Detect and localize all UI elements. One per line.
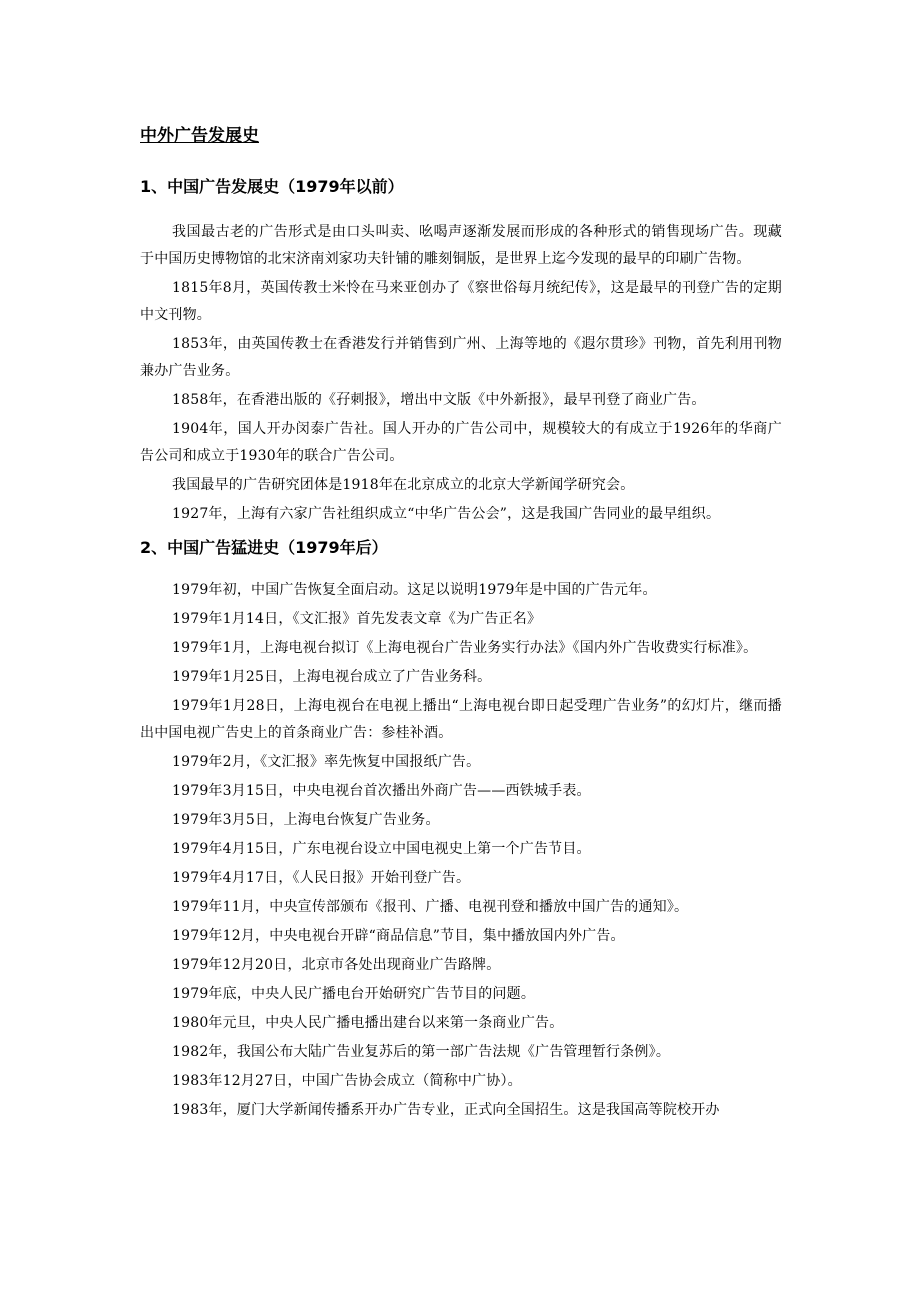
paragraph: 1979年11月，中央宣传部颁布《报刊、广播、电视刊登和播放中国广告的通知》。 [172,899,689,915]
paragraph: 1979年12月20日，北京市各处出现商业广告路牌。 [172,957,501,973]
paragraph: 1983年，厦门大学新闻传播系开办广告专业，正式向全国招生。这是我国高等院校开办 [172,1102,720,1118]
section-heading-2: 2、中国广告猛进史（1979年后） [140,538,388,557]
paragraph: 1979年1月14日，《文汇报》首先发表文章《为广告正名》 [172,611,542,627]
paragraph: 1979年3月15日，中央电视台首次播出外商广告——西铁城手表。 [172,783,591,799]
paragraph: 1979年1月28日，上海电视台在电视上播出“上海电视台即日起受理广告业务”的幻灯片，继而播出中国电视广告史上的首条商业广告：参桂补酒。 [140,698,782,741]
paragraph: 1858年，在香港出版的《孖刺报》，增出中文版《中外新报》，最早刊登了商业广告。 [172,392,706,408]
paragraph: 1979年4月17日，《人民日报》开始刊登广告。 [172,870,471,886]
paragraph: 1979年1月，上海电视台拟订《上海电视台广告业务实行办法》《国内外广告收费实行标准》。 [172,640,758,656]
paragraph: 1927年，上海有六家广告社组织成立“中华广告公会”，这是我国广告同业的最早组织。 [172,506,721,522]
paragraph: 1979年2月，《文汇报》率先恢复中国报纸广告。 [172,754,481,770]
paragraph: 1979年4月15日，广东电视台设立中国电视史上第一个广告节目。 [172,841,591,857]
paragraph: 1979年底，中央人民广播电台开始研究广告节目的问题。 [172,986,536,1002]
paragraph: 1980年元旦，中央人民广播电播出建台以来第一条商业广告。 [172,1015,564,1031]
paragraph: 1983年12月27日，中国广告协会成立（简称中广协）。 [172,1073,522,1089]
paragraph: 1982年，我国公布大陆广告业复苏后的第一部广告法规《广告管理暂行条例》。 [172,1044,671,1060]
document-title: 中外广告发展史 [140,126,259,146]
paragraph: 1979年1月25日，上海电视台成立了广告业务科。 [172,669,492,685]
paragraph: 1904年，国人开办闵泰广告社。国人开办的广告公司中，规模较大的有成立于1926年的华商广告公司和成立于1930年的联合广告公司。 [140,421,782,464]
paragraph: 1815年8月，英国传教士米怜在马来亚创办了《察世俗每月统纪传》，这是最早的刊登广告的定期中文刊物。 [140,280,782,323]
paragraph: 1979年12月，中央电视台开辟“商品信息”节目，集中播放国内外广告。 [172,928,625,944]
paragraph: 1853年，由英国传教士在香港发行并销售到广州、上海等地的《遐尔贯珍》刊物，首先利用刊物兼办广告业务。 [140,336,782,379]
document-page [140,124,782,1126]
paragraph: 我国最早的广告研究团体是1918年在北京成立的北京大学新闻学研究会。 [172,477,635,493]
section-2-body [140,577,782,1124]
paragraph: 我国最古老的广告形式是由口头叫卖、吆喝声逐渐发展而形成的各种形式的销售现场广告。现藏于中国历史博物馆的北宋济南刘家功夫针铺的雕刻铜版，是世界上迄今发现的最早的印刷广告物。 [140,224,782,267]
paragraph: 1979年3月5日，上海电台恢复广告业务。 [172,812,440,828]
section-heading-1: 1、中国广告发展史（1979年以前） [140,177,404,196]
paragraph: 1979年初，中国广告恢复全面启动。这足以说明1979年是中国的广告元年。 [172,582,657,598]
section-1-body [140,219,782,528]
